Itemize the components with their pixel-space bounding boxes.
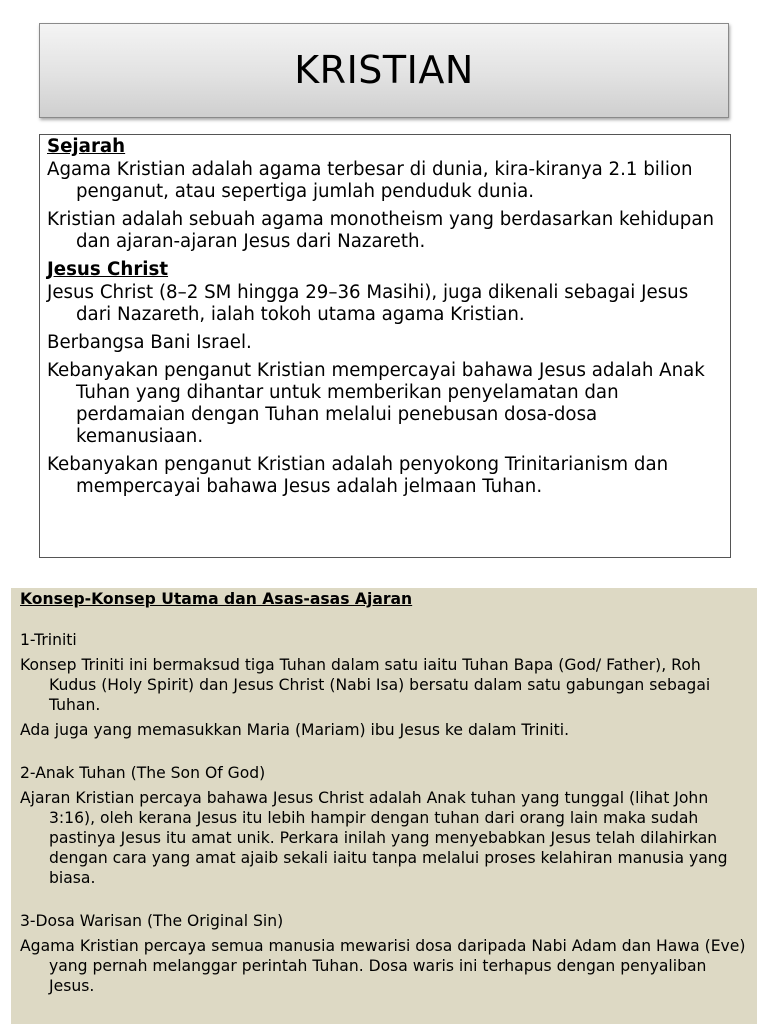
jesus-paragraph-2: Berbangsa Bani Israel.	[47, 332, 252, 353]
concepts-panel	[11, 588, 757, 1024]
dosa-warisan-title: 3-Dosa Warisan (The Original Sin)	[20, 912, 284, 930]
triniti-paragraph-1: Konsep Triniti ini bermaksud tiga Tuhan dalam satu iaitu Tuhan Bapa (God/ Father), Roh Kudus (Holy Spirit) dan Jesus Christ (Nabi Isa) bersatu dalam satu gabungan sebagai Tuhan.	[20, 656, 711, 714]
triniti-title: 1-Triniti	[20, 631, 77, 649]
sejarah-heading: Sejarah	[47, 136, 126, 157]
jesus-paragraph-1: Jesus Christ (8–2 SM hingga 29–36 Masihi), juga dikenali sebagai Jesus dari Nazareth, ialah tokoh utama agama Kristian.	[47, 282, 689, 325]
title-box	[39, 23, 729, 118]
triniti-paragraph-2: Ada juga yang memasukkan Maria (Mariam) ibu Jesus ke dalam Triniti.	[20, 721, 570, 739]
spacer	[20, 893, 747, 911]
anak-tuhan-paragraph: Ajaran Kristian percaya bahawa Jesus Christ adalah Anak tuhan yang tunggal (lihat John 3:16), oleh kerana Jesus itu lebih hampir dengan tuhan dari orang lain maka sudah pastinya Jesus itu amat unik. Perkara inilah yang menyebabkan Jesus telah dilahirkan dengan cara yang amat ajaib sekali iaitu tanpa melalui proses kelahiran manusia yang biasa.	[20, 789, 728, 887]
jesus-paragraph-4: Kebanyakan penganut Kristian adalah penyokong Trinitarianism dan mempercayai bahawa Jesus adalah jelmaan Tuhan.	[47, 454, 669, 497]
spacer	[20, 745, 747, 763]
jesus-christ-heading: Jesus Christ	[47, 259, 169, 280]
concepts-heading: Konsep-Konsep Utama dan Asas-asas Ajaran	[20, 590, 413, 608]
sejarah-paragraph-2: Kristian adalah sebuah agama monotheism yang berdasarkan kehidupan dan ajaran-ajaran Jesus dari Nazareth.	[47, 209, 715, 252]
dosa-warisan-paragraph: Agama Kristian percaya semua manusia mewarisi dosa daripada Nabi Adam dan Hawa (Eve) yang pernah melanggar perintah Tuhan. Dosa waris ini terhapus dengan penyaliban Jesus.	[20, 937, 746, 995]
sejarah-paragraph-1: Agama Kristian adalah agama terbesar di dunia, kira-kiranya 2.1 bilion penganut, atau sepertiga jumlah penduduk dunia.	[47, 159, 693, 202]
history-content-box	[39, 134, 731, 558]
anak-tuhan-title: 2-Anak Tuhan (The Son Of God)	[20, 764, 266, 782]
jesus-paragraph-3: Kebanyakan penganut Kristian mempercayai bahawa Jesus adalah Anak Tuhan yang dihantar untuk memberikan penyelamatan dan perdamaian dengan Tuhan melalui penebusan dosa-dosa kemanusiaan.	[47, 360, 705, 447]
slide-title: KRISTIAN	[294, 47, 474, 92]
